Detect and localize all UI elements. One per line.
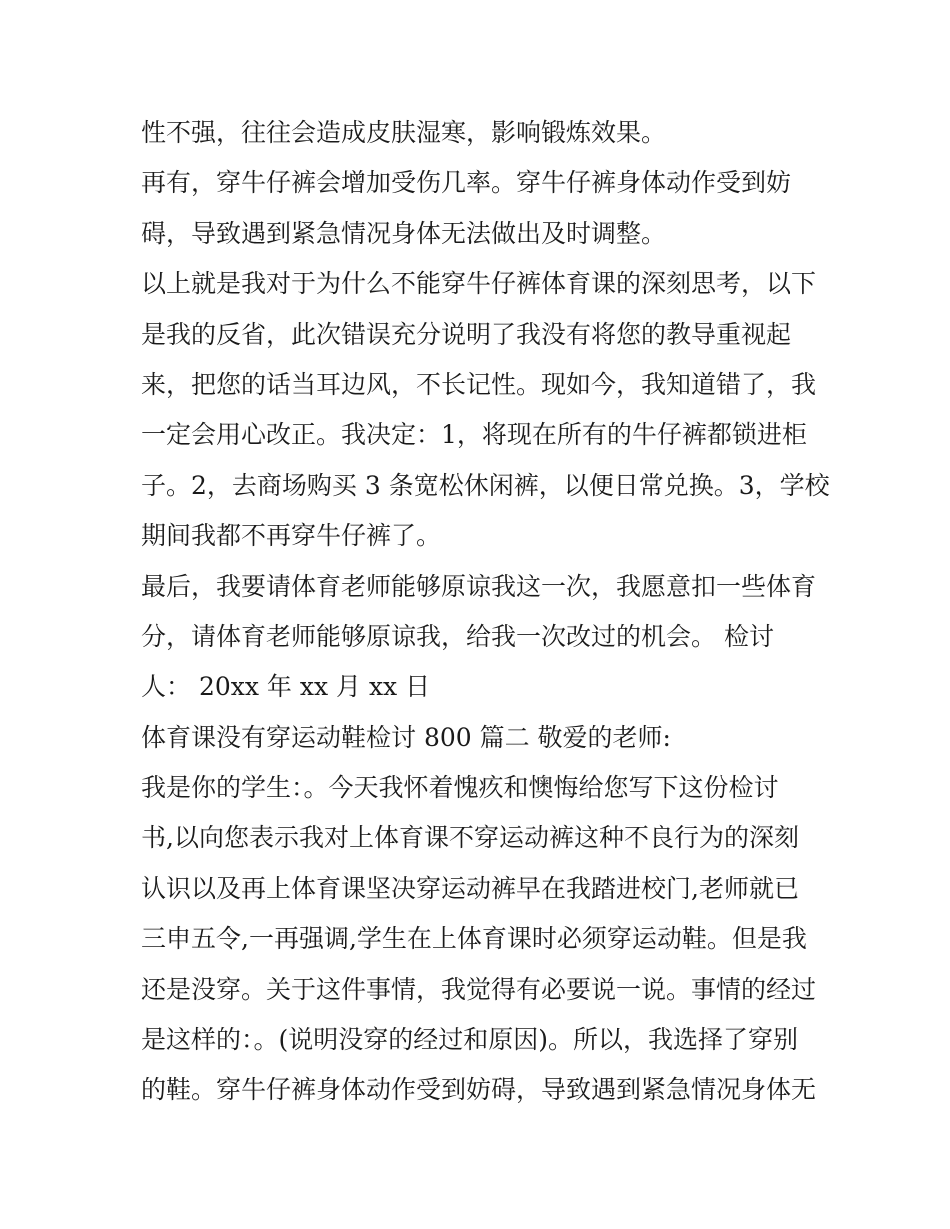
text-line: 以上就是我对于为什么不能穿牛仔裤体育课的深刻思考，以下 (141, 269, 817, 299)
text-line: 子。2，去商场购买 3 条宽松休闲裤，以便日常兑换。3，学校 (141, 470, 830, 500)
text-line: 性不强，往往会造成皮肤湿寒，影响锻炼效果。 (141, 118, 667, 147)
text-line: 碍，导致遇到紧急情况身体无法做出及时调整。 (141, 218, 667, 248)
text-line: 来，把您的话当耳边风，不长记性。现如今，我知道错了，我 (141, 369, 817, 399)
text-line: 我是你的学生：。今天我怀着愧疚和懊悔给您写下这份检讨 (141, 773, 779, 803)
text-line: 是这样的：。(说明没穿的经过和原因)。所以，我选择了穿别 (141, 1025, 799, 1055)
text-line: 最后，我要请体育老师能够原谅我这一次，我愿意扣一些体育 (141, 571, 817, 601)
document-body (141, 108, 830, 1116)
text-line: 是我的反省，此次错误充分说明了我没有将您的教导重视起 (141, 319, 792, 349)
text-line: 的鞋。穿牛仔裤身体动作受到妨碍，导致遇到紧急情况身体无 (141, 1075, 817, 1105)
text-line: 体育课没有穿运动鞋检讨 800 篇二 敬爱的老师: (141, 722, 671, 752)
text-line: 还是没穿。关于这件事情，我觉得有必要说一说。事情的经过 (141, 974, 817, 1004)
text-line: 再有，穿牛仔裤会增加受伤几率。穿牛仔裤身体动作受到妨 (141, 168, 792, 198)
text-line: 认识以及再上体育课坚决穿运动裤早在我踏进校门,老师就已 (141, 873, 799, 903)
text-line: 期间我都不再穿牛仔裤了。 (141, 521, 442, 551)
text-line: 分，请体育老师能够原谅我，给我一次改过的机会。 检讨 (141, 621, 774, 651)
text-line: 一定会用心改正。我决定：1，将现在所有的牛仔裤都锁进柜 (141, 420, 807, 450)
text-line: 人： 20xx 年 xx 月 xx 日 (141, 672, 431, 702)
text-line: 三申五令,一再强调,学生在上体育课时必须穿运动鞋。但是我 (141, 924, 807, 954)
text-line: 书,以向您表示我对上体育课不穿运动裤这种不良行为的深刻 (141, 823, 799, 853)
